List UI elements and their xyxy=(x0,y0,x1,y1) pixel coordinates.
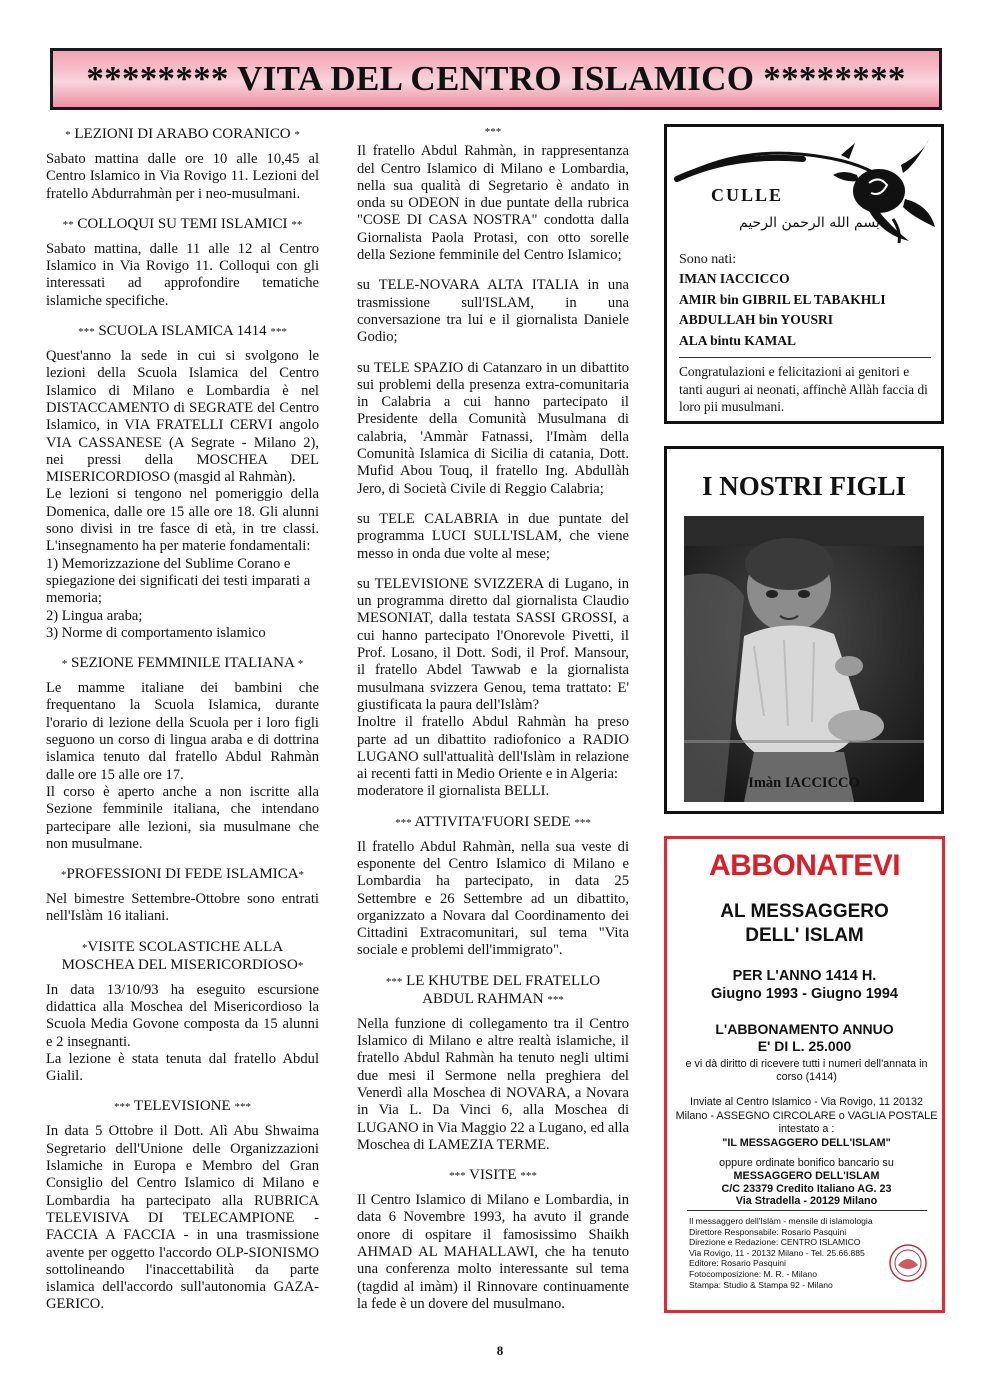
congratulations-text: Congratulazioni e felicitazioni ai genitori e tanti auguri ai neonati, affinchè Allàh faccia di loro pii musulmani. xyxy=(679,364,928,414)
heading: *** TELEVISIONE *** xyxy=(114,1098,251,1115)
imprint-line: Editore: Rosario Pasquini xyxy=(689,1258,786,1269)
culle-title: CULLE xyxy=(711,185,784,205)
imprint-line: Il messaggero dell'Islàm - mensile di islamologia xyxy=(689,1216,873,1226)
instructions-text: Inviate al Centro Islamico - Via Rovigo, 11 20132 Milano - ASSEGNO CIRCOLARE o VAGLIA POSTALE intestato a : xyxy=(675,1096,938,1135)
paragraph: Nella funzione di collegamento tra il Centro Islamico di Milano e altre realtà islamiche, il fratello Abdul Rahmàn ha tenuto negli ultimi due mesi il Sermone nella preghiera del Venerdì alla Moschea di NOVARA, a Novara in Via L. Da Vinci 6, alla Moschea di LUGANO in Via Maggio 22 a Lugano, ed alla Moschea di LAMEZIA TERME. xyxy=(357,1015,629,1153)
paragraph: su TELE-NOVARA ALTA ITALIA in una trasmissione sull'ISLAM, in una conversazione tra lui e il giornalista Daniele Godio; xyxy=(357,277,629,346)
paragraph: Le lezioni si tengono nel pomeriggio della Domenica, dalle ore 15 alle ore 18. Gli alunni sono divisi in tre fasce di età, in tre classi. L'insegnamento ha per materie fondamentali: xyxy=(46,486,319,555)
subscription-rights: e vi dà diritto di ricevere tutti i numeri dell'annata in corso (1414) xyxy=(685,1058,928,1083)
section-banner xyxy=(50,48,942,110)
paragraph: In data 5 Ottobre il Dott. Alì Abu Shwaima Segretario dell'Unione delle Organizzazioni Islamiche in Europa e Membro del Gran Consiglio del Centro Islamico di Milano e Lombardia ha partecipato alla RUBRICA TELEVISIVA DI TELECAMPIONE - FACCIA A FACCIA - in una trasmissione avente per oggetto l'accordo OLP-SIONISMO sottolineando l'inaccettabilità da parte islamica dell'accordo sull'autonomia GAZA-GERICO. xyxy=(46,1123,319,1313)
name-item: AMIR bin GIBRIL EL TABAKHLI xyxy=(679,291,886,307)
paragraph: Sabato mattina, dalle 11 alle 12 al Centro Islamico in Via Rovigo 11. Colloqui con gli interessati ad approfondire tematiche islamiche specifiche. xyxy=(46,240,319,309)
baby-photo xyxy=(684,516,924,802)
basmala-text: بسم الله الرحمن الرحيم xyxy=(739,215,880,231)
name-item: ABDULLAH bin YOUSRI xyxy=(679,312,834,327)
heading: *** LE KHUTBE DEL FRATELLO ABDUL RAHMAN *** xyxy=(385,972,601,1007)
imprint-line: Direttore Responsabile: Rosario Pasquini xyxy=(689,1226,847,1237)
payee-name: "IL MESSAGGERO DELL'ISLAM" xyxy=(722,1136,891,1149)
figli-title: I NOSTRI FIGLI xyxy=(701,471,907,501)
heading: ** COLLOQUI SU TEMI ISLAMICI ** xyxy=(62,215,303,232)
paragraph: Sabato mattina dalle ore 10 alle 10,45 al Centro Islamico in Via Rovigo 11. Lezioni del fratello Abdurrahmàn per i neo-musulmani. xyxy=(46,151,319,202)
paragraph: Quest'anno la sede in cui si svolgono le lezioni della Scuola Islamica del Centro Islamico di Milano e Lombardia è nel DISTACCAMENTO di SEGRATE del Centro Islamico, in VIA FRATELLI CERVI angolo VIA CASSANESE (A Segrate - Milano 2), nei pressi della MOSCHEA DEL MISERICORDIOSO (masgid al Rahmàn). xyxy=(46,348,319,486)
payment-instructions xyxy=(675,1096,938,1150)
heading: *** SCUOLA ISLAMICA 1414 *** xyxy=(78,323,287,340)
paragraph: su TELEVISIONE SVIZZERA di Lugano, in un programma diretto dal giornalista Claudio MESONIAT, dalla testata SASSI GROSSI, a cui hanno partecipato l'Onorevole Pivetti, il Prof. Losano, il Dott. Sodi, il Prof. Mansour, il fratello Abdel Tawwab e la giornalista musulmana svizzera Genou, tema trattato: E' giustificata la paura dell'Islàm? xyxy=(357,575,629,713)
column-1 xyxy=(46,124,319,1327)
list-item: 2) Lingua araba; xyxy=(46,607,143,624)
price-line: E' DI L. 25.000 xyxy=(757,1038,852,1054)
heading: *** VISITE *** xyxy=(449,1167,537,1184)
subject-list xyxy=(46,556,319,642)
subscription-headline: ABBONATEVI xyxy=(708,849,901,882)
subtitle-line: AL MESSAGGERO xyxy=(720,901,889,922)
heading: * SEZIONE FEMMINILE ITALIANA * xyxy=(61,655,304,672)
paragraph: Nel bimestre Settembre-Ottobre sono entrati nell'Islàm 16 italiani. xyxy=(46,891,319,925)
paragraph: su TELE SPAZIO di Catanzaro in un dibattito sui problemi della presenza extra-comunitaria in Calabria a cui hanno partecipato il Presidente della Comunità Musulmana di calabria, 'Ammàr Fatnassi, l'Imàm della Comunità Islamica di Sicilia di catania, Dott. Mufid Abou Touq, il fratello Ing. Abdullàh Jero, di Società Civile di Reggio Calabria; xyxy=(357,359,629,497)
bank-line: MESSAGGERO DELL'ISLAM xyxy=(733,1169,880,1182)
bank-transfer xyxy=(675,1157,938,1208)
birth-names xyxy=(679,269,931,351)
paragraph: Inoltre il fratello Abdul Rahmàn ha preso parte ad un dibattito radiofonico a RADIO LUGANO sull'attualità dell'Islàm in relazione ai recenti fatti in Medio Oriente e in Algeria: xyxy=(357,714,629,783)
paragraph: Il fratello Abdul Rahmàn, in rappresentanza del Centro Islamico di Milano e Lombardia, nella sua qualità di Segretario è andato in onda su ODEON in due puntate della rubrica "COSE DI CASA NOSTRA" condotta dalla Giornalista Paola Protasi, con otto sorelle della Sezione femminile del Centro Islamico; xyxy=(357,143,629,264)
name-item: ALA bintu KAMAL xyxy=(679,332,797,348)
subscription-subtitle xyxy=(667,900,942,948)
name-item: IMAN IACCICCO xyxy=(679,271,790,286)
imprint-line: Direzione e Redazione: CENTRO ISLAMICO xyxy=(689,1237,861,1248)
page-number: 8 xyxy=(496,1343,504,1358)
heading: *VISITE SCOLASTICHE ALLA MOSCHEA DEL MISERICORDIOSO* xyxy=(61,938,304,973)
imprint xyxy=(689,1216,889,1290)
bank-line: Via Stradella - 20129 Milano xyxy=(735,1195,878,1208)
list-item: 3) Norme di comportamento islamico xyxy=(46,624,266,641)
price-line: L'ABBONAMENTO ANNUO xyxy=(715,1021,894,1037)
bank-intro: oppure ordinate bonifico bancario su xyxy=(719,1157,894,1169)
divider xyxy=(687,1210,927,1211)
year-line: Giugno 1993 - Giugno 1994 xyxy=(711,986,898,1002)
column-2 xyxy=(357,124,629,1326)
list-item: 1) Memorizzazione del Sublime Corano e spiegazione dei significati dei testi imparati a memoria; xyxy=(46,555,311,607)
banner-title: ******** VITA DEL CENTRO ISLAMICO ******** xyxy=(86,59,906,98)
separator-stars: *** xyxy=(484,126,502,138)
year-line: PER L'ANNO 1414 H. xyxy=(732,968,877,984)
paragraph: Il Centro Islamico di Milano e Lombardia, in data 6 Novembre 1993, ha avuto il grande onore di ospitare il famosissimo Shaikh AHMAD AL MAHALLAWI, che ha tenuto una conferenza molto interessante sul tema (tagdid al imàm) il Rinnovare continuamente la fede è un dovere del musulmano. xyxy=(357,1192,629,1312)
culle-body xyxy=(679,250,931,416)
paragraph: su TELE CALABRIA in due puntate del programma LUCI SULL'ISLAM, che viene messo in onda due volte al mese; xyxy=(357,510,629,562)
heading: * LEZIONI DI ARABO CORANICO * xyxy=(65,126,300,142)
paragraph: La lezione è stata tenuta dal fratello Abdul Gialil. xyxy=(46,1050,319,1085)
culle-box xyxy=(664,124,944,424)
heading: *PROFESSIONI DI FEDE ISLAMICA* xyxy=(60,866,305,883)
seal-icon xyxy=(888,1243,928,1283)
photo-caption: Imàn IACCICCO xyxy=(748,775,860,791)
paragraph: moderatore il giornalista BELLI. xyxy=(357,783,550,800)
imprint-line: Stampa: Studio & Stampa 92 - Milano xyxy=(689,1279,833,1290)
paragraph: In data 13/10/93 ha eseguito escursione didattica alla Moschea del Misericordioso la Scuola Media Govone composta da 15 alunni e 2 insegnanti. xyxy=(46,981,319,1050)
paragraph: Il corso è aperto anche a non iscritte alla Sezione femminile italiana, che intendano partecipare alle lezioni, sia musulmane che non musulmane. xyxy=(46,783,319,852)
imprint-line: Via Rovigo, 11 - 20132 Milano - Tel. 25.66.885 xyxy=(689,1247,865,1258)
heading: *** ATTIVITA'FUORI SEDE *** xyxy=(395,813,591,830)
paragraph: Il fratello Abdul Rahmàn, nella sua veste di esponente del Centro Islamico di Milano e Lombardia ha partecipato, in data 25 Settembre e 26 Settembre ad un dibattito, organizzato a Novara dal Coordinamento dei Cittadini Extracomunitari, sul tema "Vita sociale e problemi dell'immigrato". xyxy=(357,838,629,959)
subscription-box xyxy=(664,836,945,1313)
subscription-price xyxy=(667,1021,942,1055)
figli-box xyxy=(664,446,944,814)
subtitle-line: DELL' ISLAM xyxy=(745,925,864,946)
subscription-year xyxy=(667,967,942,1003)
intro-text: Sono nati: xyxy=(679,252,737,267)
paragraph: Le mamme italiane dei bambini che frequentano la Scuola Islamica, durante l'orario di lezione della Scuola per i loro figli seguono un corso di lingua araba e di dottrina islamica tenuto dal fratello Abdul Rahmàn dalle ore 15 alle ore 17. xyxy=(46,680,319,783)
bank-line: C/C 23379 Credito Italiano AG. 23 xyxy=(721,1182,892,1195)
divider xyxy=(679,357,931,358)
imprint-line: Fotocomposizione: M. R. - Milano xyxy=(689,1268,817,1279)
